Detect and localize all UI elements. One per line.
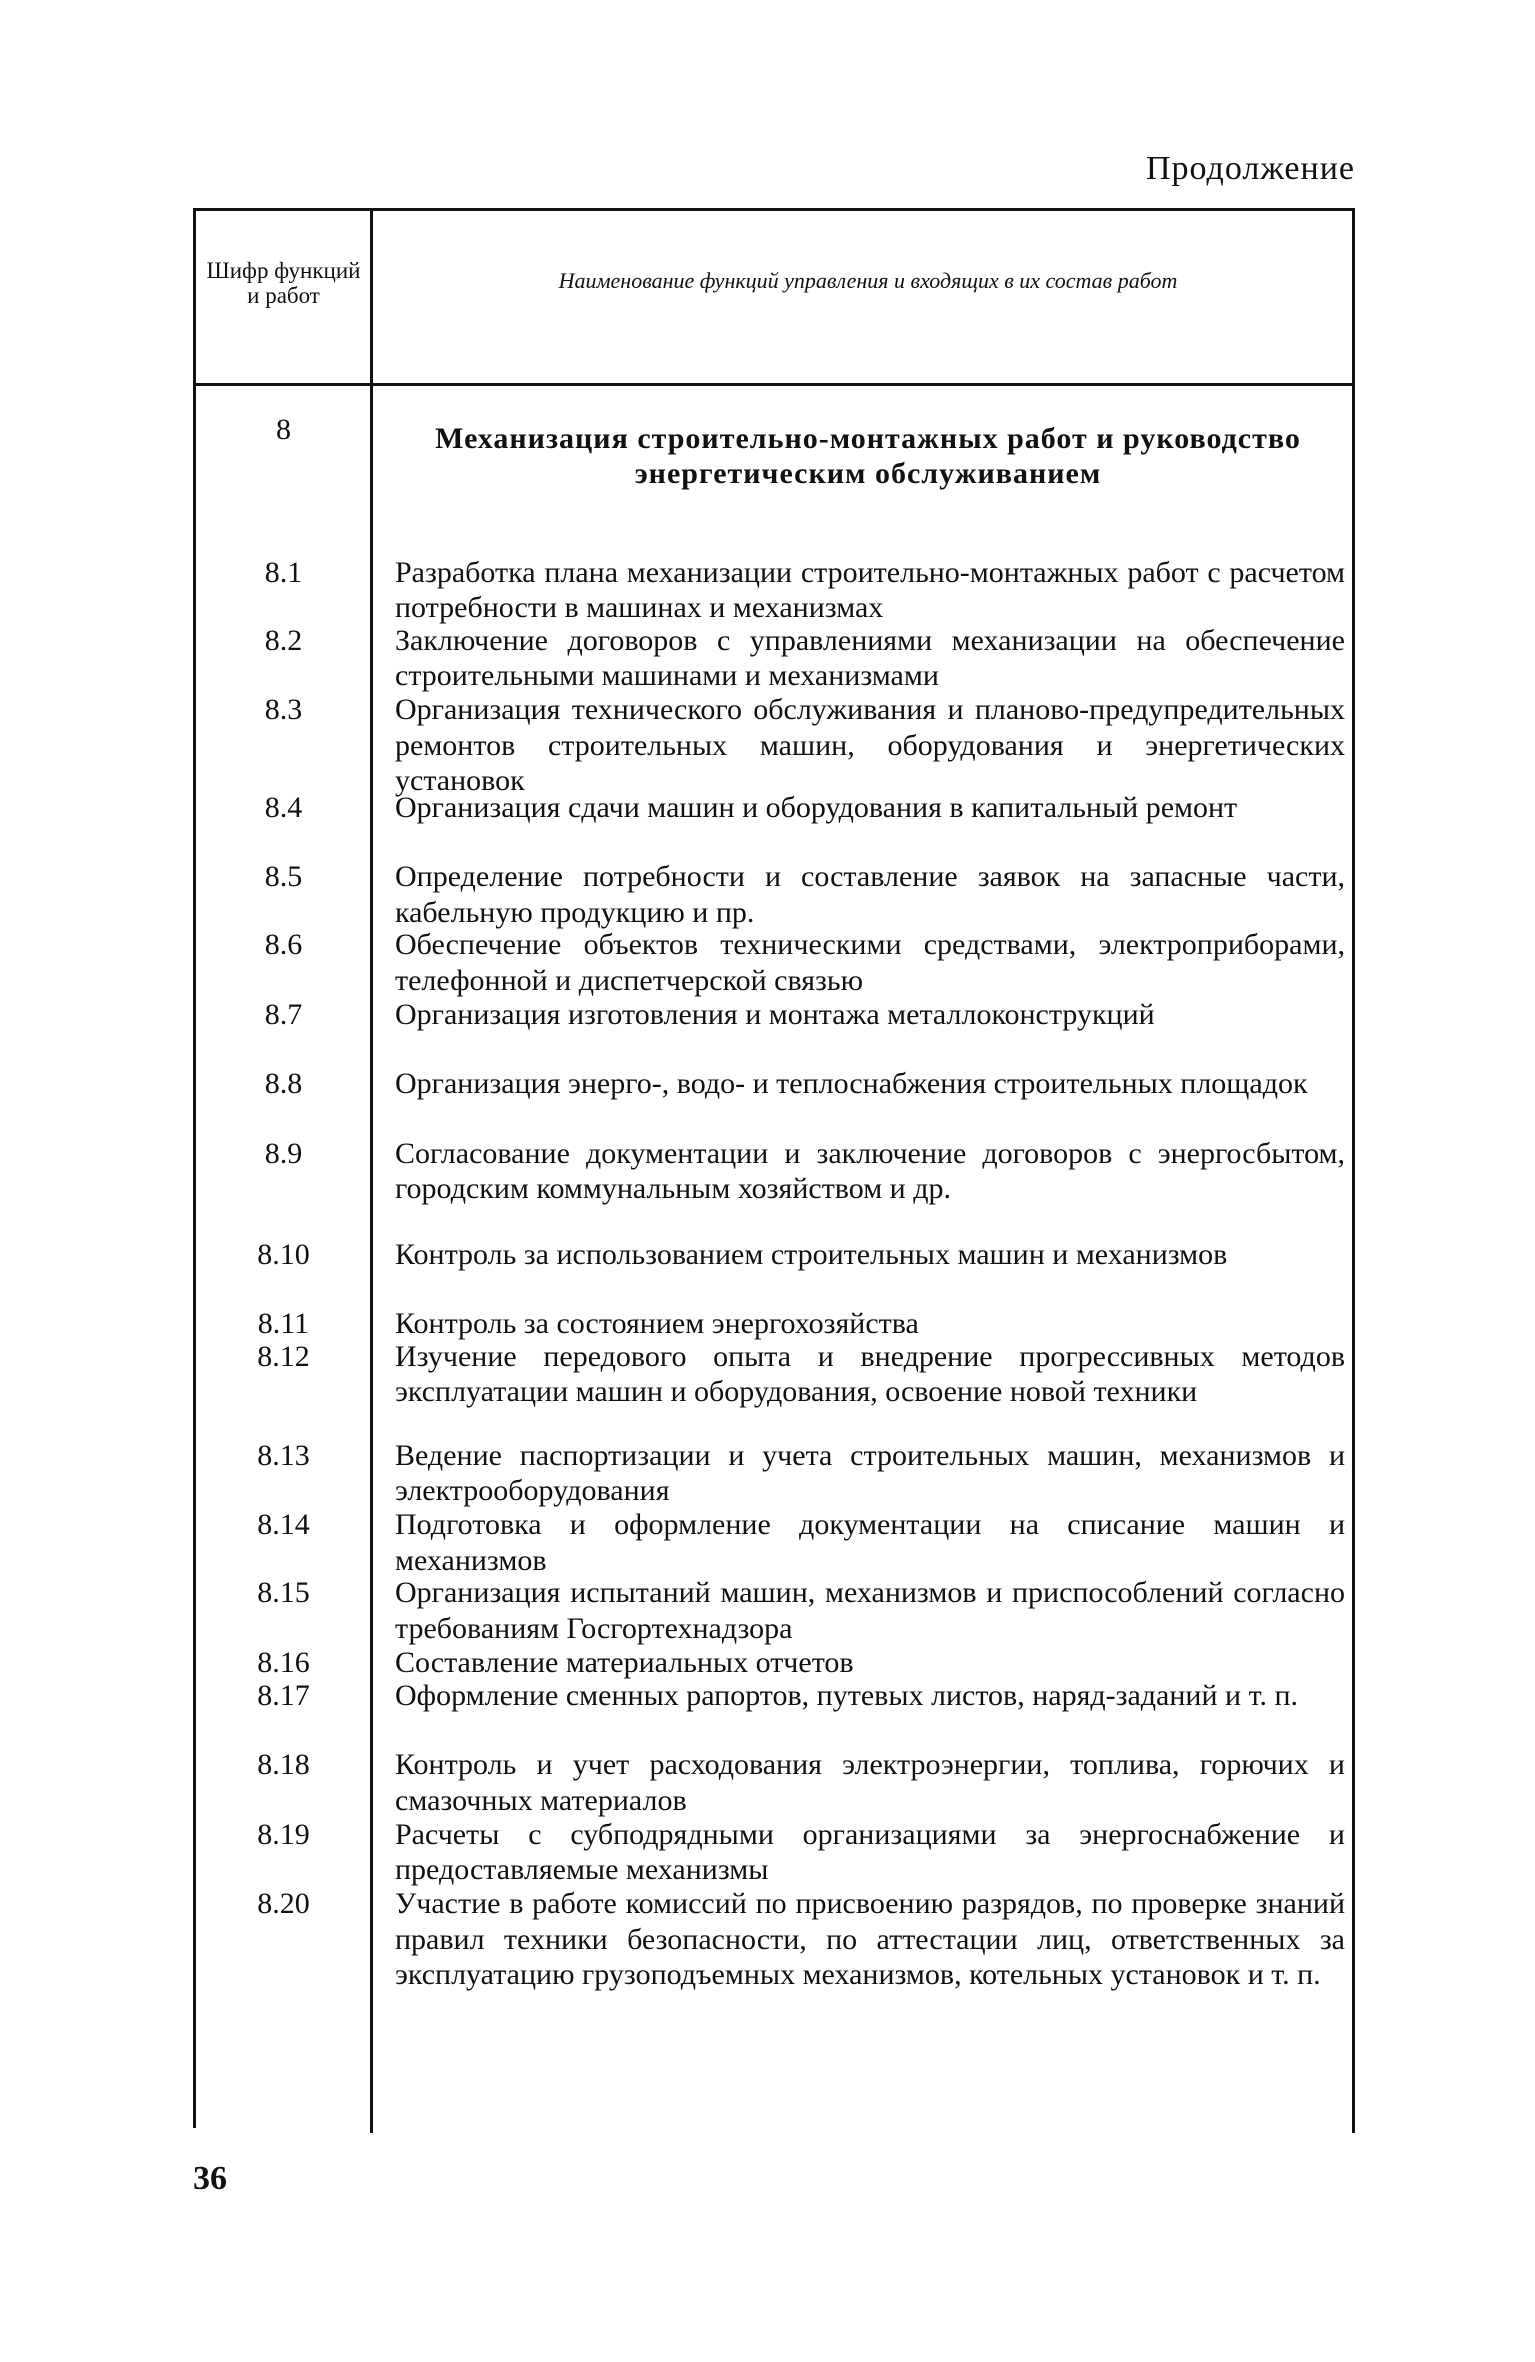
row-text: Определение потребности и составление заявок на запасные части, кабельную продукцию и пр. [395, 860, 1345, 929]
row-code: 8.4 [264, 790, 303, 824]
row-text: Подготовка и оформление документации на списание машин и механизмов [395, 1508, 1345, 1577]
row-code: 8.15 [257, 1576, 310, 1610]
row-code: 8.5 [264, 860, 303, 894]
column-header-name: Наименование функций управления и входящих в их состав работ [558, 268, 1178, 293]
row-code: 8.8 [264, 1067, 303, 1101]
table-top-border [193, 208, 1355, 211]
row-text: Оформление сменных рапортов, путевых листов, наряд-заданий и т. п. [395, 1678, 1299, 1712]
table-left-border [193, 208, 196, 2128]
row-text: Разработка плана механизации строительно-монтажных работ с расчетом потребности в машинах и механизмах [395, 555, 1345, 625]
row-text: Изучение передового опыта и внедрение прогрессивных методов эксплуатации машин и оборудования, освоение новой техники [395, 1339, 1345, 1409]
table-column-divider [370, 208, 373, 2133]
row-code: 8.20 [257, 1887, 310, 1921]
row-text: Организация технического обслуживания и планово-предупредительных ремонтов строительных машин, оборудования и энергетических установок [395, 693, 1345, 798]
section-title: Механизация строительно-монтажных работ и руководство энергетическим обслуживанием [435, 422, 1301, 490]
row-code: 8.13 [257, 1438, 310, 1472]
row-code: 8.2 [264, 623, 303, 657]
row-text: Организация энерго-, водо- и теплоснабжения строительных площадок [395, 1067, 1308, 1101]
row-text: Контроль за состоянием энергохозяйства [395, 1307, 919, 1341]
row-code: 8.12 [257, 1339, 310, 1373]
row-code: 8.19 [257, 1817, 310, 1851]
table-right-border [1352, 208, 1355, 2133]
row-text: Составление материальных отчетов [395, 1645, 854, 1679]
row-code: 8.16 [257, 1645, 310, 1679]
row-text: Участие в работе комиссий по присвоению разрядов, по проверке знаний правил техники безопасности, по аттестации лиц, ответственных за эксплуатацию грузоподъемных механизмов, котельных установок и т. п. [395, 1887, 1345, 1992]
row-code: 8.10 [257, 1237, 310, 1271]
row-text: Организация испытаний машин, механизмов и приспособлений согласно требованиям Госгортехнадзора [395, 1576, 1345, 1645]
row-text: Расчеты с субподрядными организациями за энергоснабжение и предоставляемые механизмы [395, 1817, 1345, 1887]
row-text: Заключение договоров с управлениями механизации на обеспечение строительными машинами и механизмами [395, 623, 1345, 693]
row-text: Ведение паспортизации и учета строительных машин, механизмов и электрооборудования [395, 1438, 1345, 1508]
row-text: Организация сдачи машин и оборудования в капитальный ремонт [395, 790, 1238, 824]
row-code: 8.3 [264, 693, 303, 727]
row-text: Контроль за использованием строительных машин и механизмов [395, 1237, 1228, 1271]
table-header-border [193, 383, 1355, 386]
row-text: Организация изготовления и монтажа металлоконструкций [395, 997, 1155, 1031]
row-code: 8.14 [257, 1508, 310, 1542]
functions-table [193, 208, 1355, 2133]
row-code: 8.18 [257, 1748, 310, 1782]
row-code: 8.11 [257, 1307, 310, 1341]
row-code: 8.17 [257, 1678, 310, 1712]
row-text: Согласование документации и заключение договоров с энергосбытом, городским коммунальным хозяйством и др. [395, 1136, 1345, 1206]
row-text: Обеспечение объектов техническими средствами, электроприборами, телефонной и диспетчерской связью [395, 928, 1345, 997]
column-header-code: Шифр функций и работ [206, 258, 361, 308]
page-number: 36 [193, 2160, 227, 2197]
continuation-label: Продолжение [1145, 150, 1355, 187]
row-code: 8.1 [264, 555, 303, 589]
row-code: 8.7 [264, 997, 303, 1031]
section-code: 8 [276, 413, 291, 446]
row-code: 8.6 [264, 928, 303, 962]
row-code: 8.9 [264, 1136, 303, 1170]
row-text: Контроль и учет расходования электроэнергии, топлива, горючих и смазочных материалов [395, 1748, 1345, 1817]
